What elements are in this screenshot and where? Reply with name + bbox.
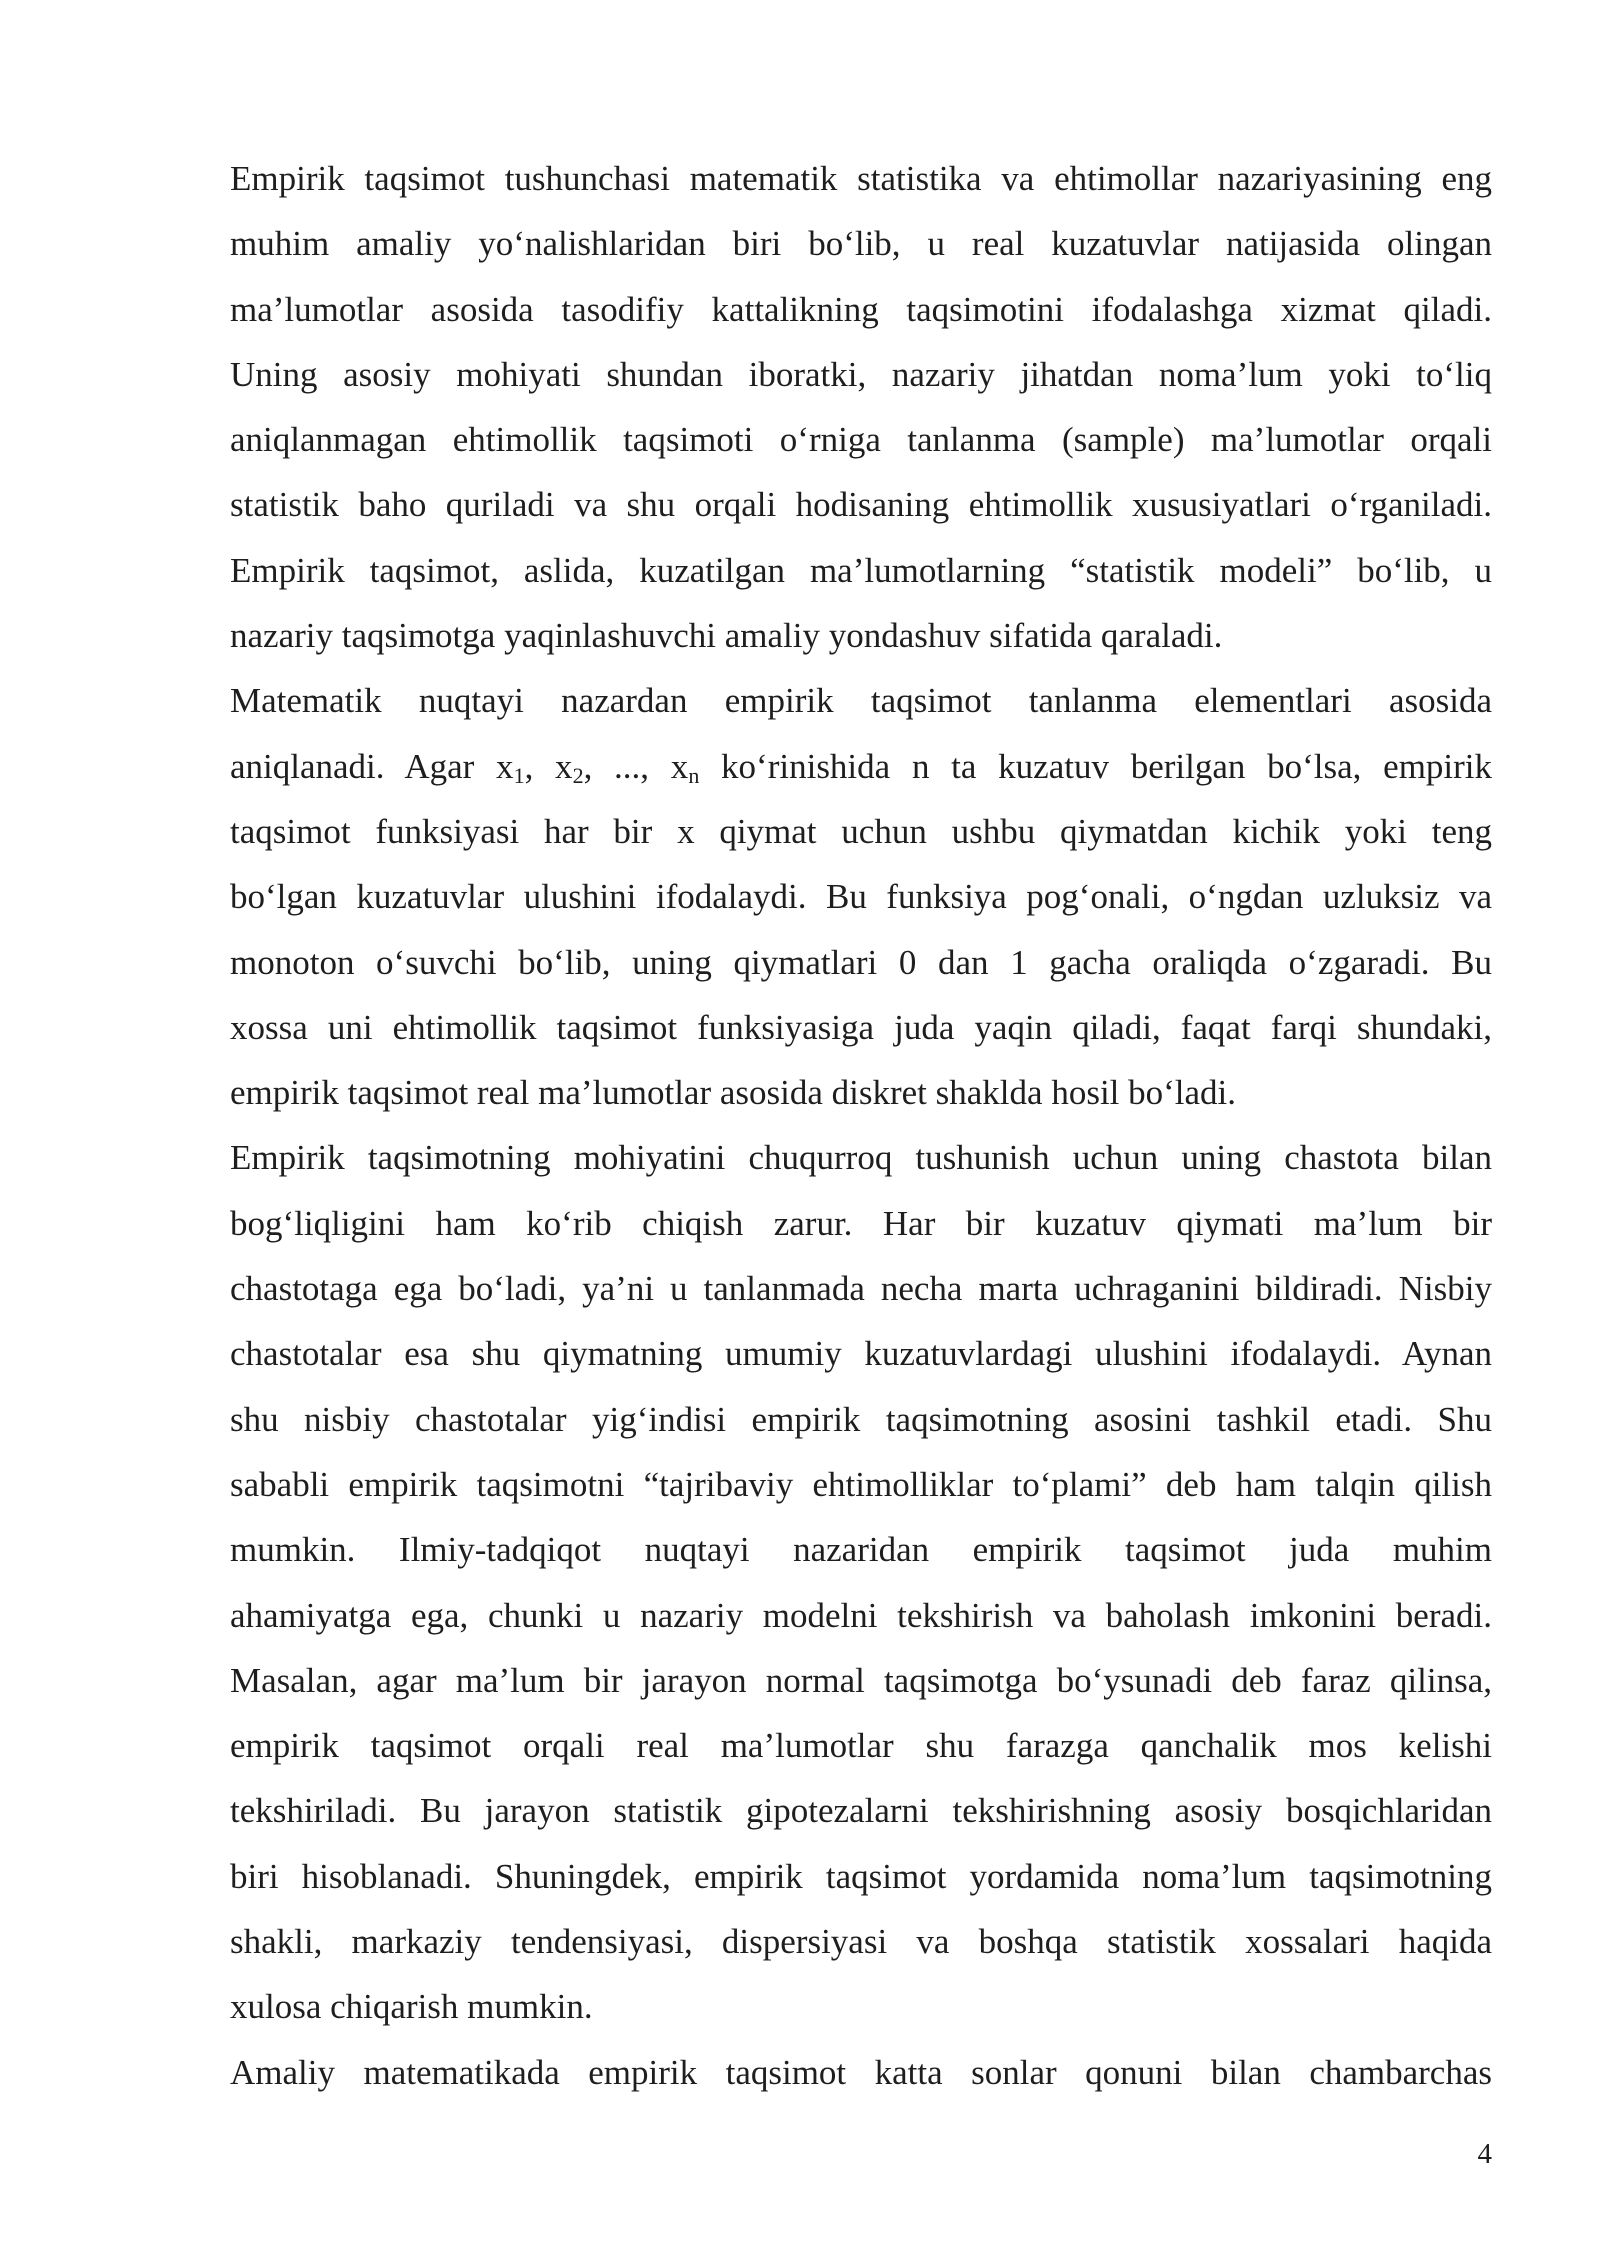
text-line: bog‘liqligini ham ko‘rib chiqish zarur. Har bir kuzatuv qiymati ma’lum bir <box>230 1203 1492 1243</box>
text-line: biri hisoblanadi. Shuningdek, empirik taqsimot yordamida noma’lum taqsimotning <box>230 1856 1492 1896</box>
text-line: empirik taqsimot orqali real ma’lumotlar shu farazga qanchalik mos kelishi <box>230 1726 1492 1766</box>
text-line: Empirik taqsimot, aslida, kuzatilgan ma’lumotlarning “statistik modeli” bo‘lib, u <box>230 550 1492 590</box>
formula-text: , ..., x <box>583 746 689 786</box>
subscript: 2 <box>572 762 584 788</box>
page-number: 4 <box>1477 2138 1492 2170</box>
body-text <box>230 146 1492 2105</box>
paragraph-3 <box>230 1125 1492 2039</box>
text-line: bo‘lgan kuzatuvlar ulushini ifodalaydi. Bu funksiya pog‘onali, o‘ngdan uzluksiz va <box>230 877 1492 917</box>
text-line: statistik baho quriladi va shu orqali hodisaning ehtimollik xususiyatlari o‘rganiladi. <box>230 485 1492 525</box>
text-line: Empirik taqsimotning mohiyatini chuqurroq tushunish uchun uning chastota bilan <box>230 1138 1492 1178</box>
text-line: aniqlanmagan ehtimollik taqsimoti o‘rniga tanlanma (sample) ma’lumotlar orqali <box>230 420 1492 460</box>
text-line: shu nisbiy chastotalar yig‘indisi empirik taqsimotning asosini tashkil etadi. Shu <box>230 1399 1492 1439</box>
text-line: taqsimot funksiyasi har bir x qiymat uchun ushbu qiymatdan kichik yoki teng <box>230 811 1492 851</box>
text-line: ma’lumotlar asosida tasodifiy kattalikning taqsimotini ifodalashga xizmat qiladi. <box>230 289 1492 329</box>
text-line: mumkin. Ilmiy-tadqiqot nuqtayi nazaridan empirik taqsimot juda muhim <box>230 1530 1492 1570</box>
formula-text: , x <box>524 746 573 786</box>
text-line: chastotaga ega bo‘ladi, ya’ni u tanlanmada necha marta uchraganini bildiradi. Nisbiy <box>230 1269 1492 1309</box>
text-line: ahamiyatga ega, chunki u nazariy modelni tekshirish va baholash imkonini beradi. <box>230 1595 1492 1635</box>
text-line-with-formula <box>230 734 1492 799</box>
text-line: Matematik nuqtayi nazardan empirik taqsimot tanlanma elementlari asosida <box>230 681 1492 721</box>
text-line: chastotalar esa shu qiymatning umumiy kuzatuvlardagi ulushini ifodalaydi. Aynan <box>230 1334 1492 1374</box>
formula-text: ko‘rinishida n ta kuzatuv berilgan bo‘lsa, empirik <box>699 746 1493 786</box>
paragraph-1 <box>230 146 1492 668</box>
text-line: empirik taqsimot real ma’lumotlar asosida diskret shaklda hosil bo‘ladi. <box>230 1073 1237 1113</box>
paragraph-4 <box>230 2040 1492 2105</box>
text-line: Uning asosiy mohiyati shundan iboratki, nazariy jihatdan noma’lum yoki to‘liq <box>230 354 1492 394</box>
text-line: muhim amaliy yo‘nalishlaridan biri bo‘lib, u real kuzatuvlar natijasida olingan <box>230 224 1492 264</box>
subscript: 1 <box>513 762 525 788</box>
text-line: shakli, markaziy tendensiyasi, dispersiyasi va boshqa statistik xossalari haqida <box>230 1922 1492 1962</box>
text-line: xulosa chiqarish mumkin. <box>230 1987 593 2027</box>
formula-text: aniqlanadi. Agar x <box>230 746 514 786</box>
text-line: xossa uni ehtimollik taqsimot funksiyasiga juda yaqin qiladi, faqat farqi shundaki, <box>230 1007 1492 1047</box>
paragraph-2 <box>230 668 1492 1125</box>
text-line: Empirik taqsimot tushunchasi matematik statistika va ehtimollar nazariyasining eng <box>230 159 1492 198</box>
text-line: nazariy taqsimotga yaqinlashuvchi amaliy yondashuv sifatida qaraladi. <box>230 616 1223 656</box>
text-line: sababli empirik taqsimotni “tajribaviy ehtimolliklar to‘plami” deb ham talqin qilish <box>230 1464 1492 1504</box>
subscript: n <box>688 762 700 788</box>
text-line: Amaliy matematikada empirik taqsimot katta sonlar qonuni bilan chambarchas <box>230 2052 1492 2092</box>
text-line: monoton o‘suvchi bo‘lib, uning qiymatlari 0 dan 1 gacha oraliqda o‘zgaradi. Bu <box>230 942 1492 982</box>
text-line: Masalan, agar ma’lum bir jarayon normal taqsimotga bo‘ysunadi deb faraz qilinsa, <box>230 1660 1492 1700</box>
text-line: tekshiriladi. Bu jarayon statistik gipotezalarni tekshirishning asosiy bosqichlaridan <box>230 1791 1492 1831</box>
